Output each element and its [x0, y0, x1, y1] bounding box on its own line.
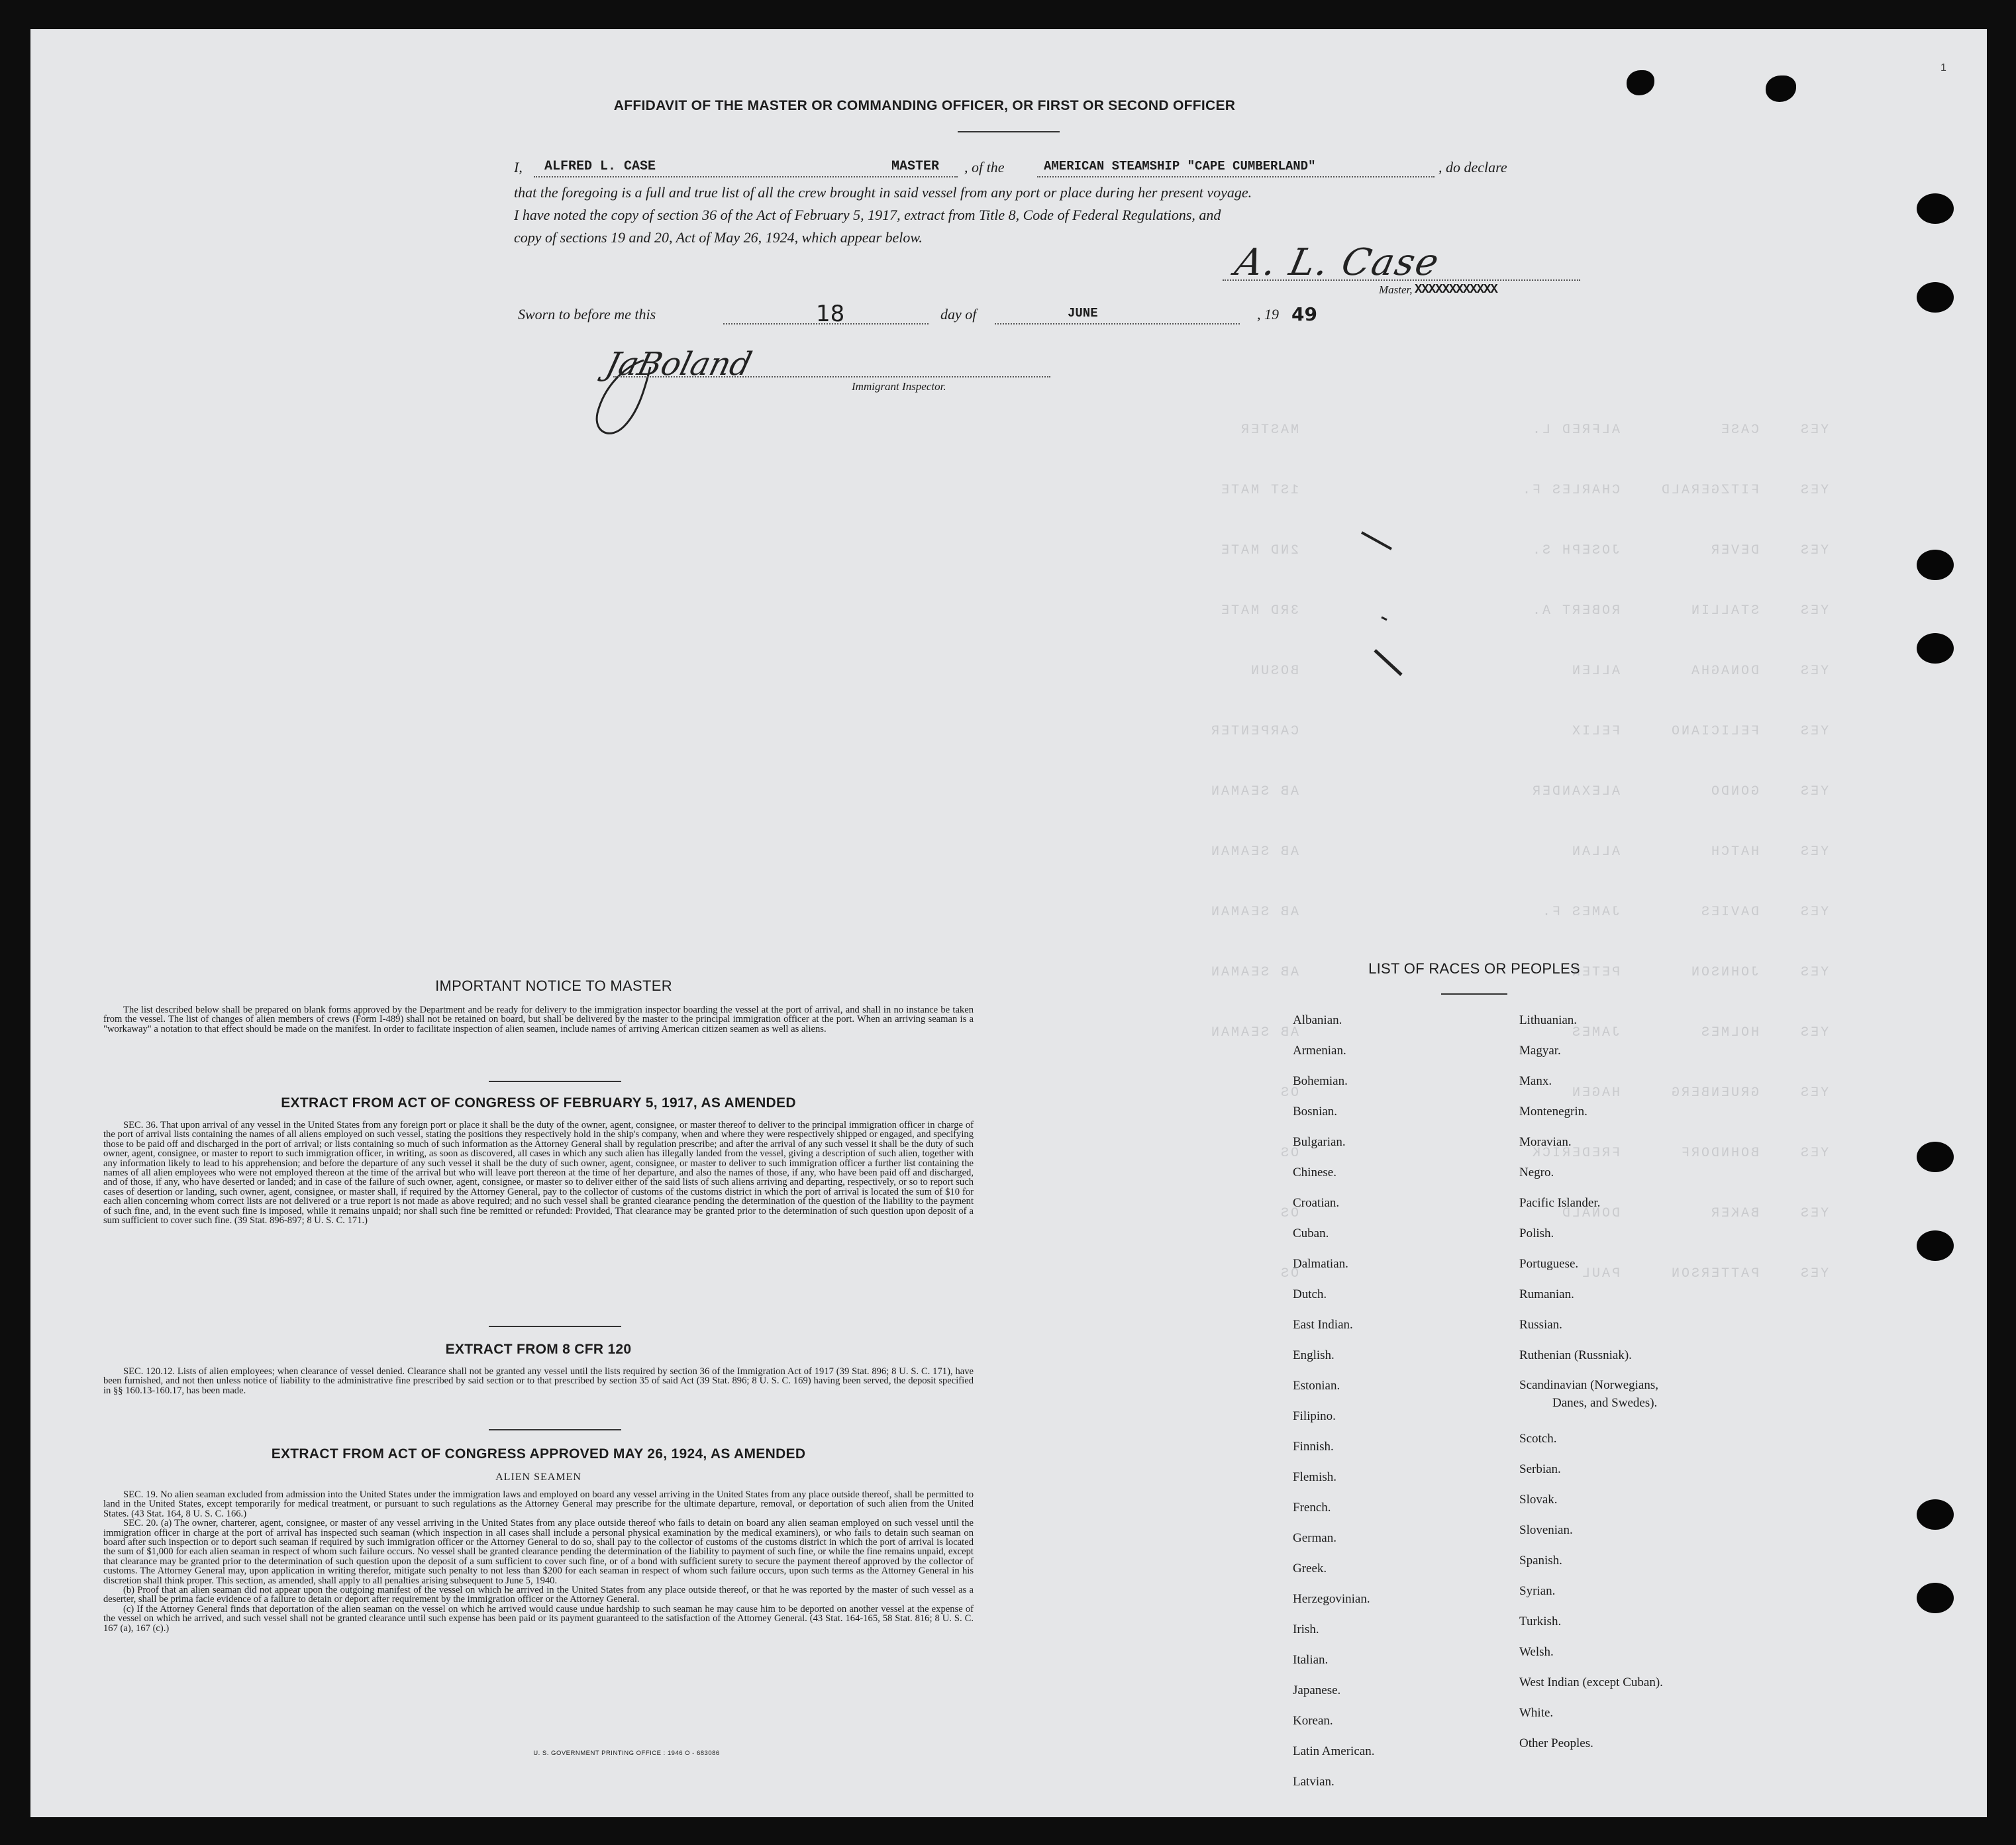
race-item: Slovak. — [1519, 1493, 1558, 1507]
race-item: Japanese. — [1293, 1683, 1341, 1697]
vessel-name: AMERICAN STEAMSHIP "CAPE CUMBERLAND" — [1044, 159, 1316, 174]
race-item: Estonian. — [1293, 1379, 1340, 1393]
affidavit-body-line: I have noted the copy of section 36 of the Act of February 5, 1917, extract from Title 8, Code of Federal Regulations, and — [514, 207, 1221, 223]
extract-1917-text — [103, 1121, 974, 1225]
master-caption: Master, — [1379, 283, 1413, 296]
races-list-right-bottom — [1519, 1424, 1663, 1759]
sworn-label: Sworn to before me this — [518, 306, 656, 323]
race-item: Negro. — [1519, 1166, 1554, 1179]
section-20a-paragraph: SEC. 20. (a) The owner, charterer, agent, consignee, or master of any vessel arriving in the United States from any place outside thereof who fails to detain on board any alien seaman employed on such vessel until the immigration officer in charge at the port of arrival has inspected such seaman (which inspection in all cases shall include a personal physical examination by the medical examiners), or who fails to detain such seaman on board after such inspection or to deport such seaman if required by such immigration officer or the Attorney General to do so, shall pay to the collector of customs of the customs district in which the port of arrival is located the sum of $1,000 for each alien seaman in respect of whom such failure occurs. No vessel shall be granted clearance pending the determination of the liability to payment of such fine, or while the fine remains unpaid, except that clearance may be granted prior to the determination of such question upon the deposit of a sum sufficient to cover such fine, or of a bond with sufficient surety to secure the payment thereof approved by the collector of customs. The Attorney General may, upon application in writing therefor, mitigate such penalty to not less than $200 for each seaman in respect of whom such failure occurs, upon such terms as the Attorney General in his discretion shall think proper. This section, as amended, shall apply to all penalties arising subsequent to June 5, 1940. — [103, 1518, 974, 1586]
ink-blot — [1627, 70, 1654, 95]
sworn-line — [518, 301, 1379, 327]
race-item: Scotch. — [1519, 1432, 1557, 1446]
of-the-label: , of the — [964, 159, 1005, 175]
section-19-paragraph: SEC. 19. No alien seaman excluded from admission into the United States under the immigration laws and employed on board any vessel arriving in the United States from any place outside thereof, shall be permitted to land in the United States, except temporarily for medical treatment, or pursuant to such regulations as the Attorney General may prescribe for the ultimate departure, removal, or deportation of such alien from the United States. (43 Stat. 164, 8 U. S. C. 166.) — [103, 1489, 974, 1519]
ink-blot — [1766, 75, 1796, 102]
race-item: Latvian. — [1293, 1775, 1335, 1789]
section-120-12-paragraph: SEC. 120.12. Lists of alien employees; when clearance of vessel denied. Clearance shall not be granted any vessel until the lists required by section 36 of the Immigration Act of 1917 (39 Stat. 896; 8 U. S. C. 171), have been furnished, and not then unless notice of liability to the administrative fine prescribed by said section or to that prescribed by section 35 of said Act (39 Stat. 896; 8 U. S. C. 169) having been served, the deposit specified in §§ 160.13-160.17, has been made. — [103, 1366, 974, 1396]
race-item: Flemish. — [1293, 1470, 1336, 1484]
divider — [489, 1326, 621, 1327]
race-item: Syrian. — [1519, 1584, 1556, 1598]
divider — [958, 131, 1060, 132]
year-prefix: , 19 — [1257, 306, 1279, 323]
race-item-line: Scandinavian (Norwegians, — [1519, 1378, 1658, 1392]
race-item: Bosnian. — [1293, 1105, 1338, 1119]
signature-line — [1223, 279, 1580, 281]
race-item: Filipino. — [1293, 1409, 1336, 1423]
inspector-signature: JaBoland — [602, 346, 756, 383]
race-item: Greek. — [1293, 1562, 1327, 1575]
vessel-field-line — [1037, 176, 1435, 177]
punch-hole — [1917, 633, 1954, 664]
document-page — [30, 29, 1987, 1817]
races-list-right-top — [1519, 1005, 1632, 1371]
race-item: Dutch. — [1293, 1287, 1327, 1301]
race-item: Herzegovinian. — [1293, 1592, 1370, 1606]
sworn-month: JUNE — [1068, 306, 1098, 321]
master-signature: A. L. Case — [1231, 241, 1444, 284]
race-item: Moravian. — [1519, 1135, 1572, 1149]
race-item: Korean. — [1293, 1714, 1333, 1728]
inspector-line — [613, 376, 1050, 377]
races-title: LIST OF RACES OR PEOPLES — [1368, 960, 1580, 977]
race-item: English. — [1293, 1348, 1335, 1362]
alien-seamen-subtitle: ALIEN SEAMEN — [495, 1471, 581, 1483]
extract-cfr-title: EXTRACT FROM 8 CFR 120 — [445, 1342, 632, 1357]
pronoun: I, — [514, 159, 523, 175]
punch-hole — [1917, 282, 1954, 313]
punch-hole — [1917, 1583, 1954, 1613]
race-item: Portuguese. — [1519, 1257, 1579, 1271]
day-of-label: day of — [940, 306, 977, 323]
printer-imprint: U. S. GOVERNMENT PRINTING OFFICE : 1946 O - 683086 — [533, 1750, 720, 1757]
inspector-label: Immigrant Inspector. — [852, 380, 946, 393]
race-item: German. — [1293, 1531, 1336, 1545]
race-item: Serbian. — [1519, 1462, 1561, 1476]
race-item: Slovenian. — [1519, 1523, 1573, 1537]
extract-1924-text — [103, 1490, 974, 1633]
race-item: French. — [1293, 1501, 1331, 1515]
race-item: Pacific Islander. — [1519, 1196, 1601, 1210]
month-field-line — [995, 323, 1240, 324]
affidavit-body-line: copy of sections 19 and 20, Act of May 26, 1924, which appear below. — [514, 229, 923, 246]
race-item: Russian. — [1519, 1318, 1562, 1332]
race-item: Finnish. — [1293, 1440, 1334, 1454]
race-item: Irish. — [1293, 1622, 1319, 1636]
race-item: Magyar. — [1519, 1044, 1561, 1058]
punch-hole — [1917, 1499, 1954, 1530]
race-item: Croatian. — [1293, 1196, 1340, 1210]
pen-marks — [1355, 513, 1435, 685]
section-20c-paragraph: (c) If the Attorney General finds that deportation of the alien seaman on the vessel on which he arrived would cause undue hardship to such seaman he may cause him to be deported on another vessel at the expense of the vessel on which he arrived, and such vessel shall not be granted clearance until such expense has been paid or its payment guaranteed to the satisfaction of the Attorney General. (43 Stat. 164-165, 58 Stat. 816; 8 U. S. C. 167 (a), 167 (c).) — [103, 1603, 974, 1634]
race-item: Lithuanian. — [1519, 1013, 1578, 1027]
race-item: East Indian. — [1293, 1318, 1353, 1332]
punch-hole — [1917, 193, 1954, 224]
master-rank: MASTER — [891, 159, 940, 174]
declare-label: , do declare — [1438, 159, 1507, 175]
race-item-scandinavian — [1519, 1376, 1658, 1412]
race-item: Bohemian. — [1293, 1074, 1348, 1088]
margin-mark: 1 — [1940, 62, 1946, 74]
race-item: Chinese. — [1293, 1166, 1336, 1179]
signature-flourish — [578, 354, 664, 446]
race-item: Polish. — [1519, 1226, 1554, 1240]
section-20b-paragraph: (b) Proof that an alien seaman did not appear upon the outgoing manifest of the vessel on which he arrived in the United States from any place outside thereof, or that he was reported by the master of such vessel as a deserter, shall be prima facie evidence of a failure to detain or deport after requirement by the immigration officer or the Attorney General. — [103, 1585, 974, 1605]
race-item: Armenian. — [1293, 1044, 1346, 1058]
affidavit-title: AFFIDAVIT OF THE MASTER OR COMMANDING OFFICER, OR FIRST OR SECOND OFFICER — [613, 98, 1236, 113]
punch-hole — [1917, 550, 1954, 580]
race-item: Other Peoples. — [1519, 1736, 1593, 1750]
race-item: Ruthenian (Russniak). — [1519, 1348, 1632, 1362]
affidavit-body-line: that the foregoing is a full and true list of all the crew brought in said vessel from any port or place during her present voyage. — [514, 184, 1252, 201]
race-item: Spanish. — [1519, 1554, 1562, 1568]
affidavit-line-1 — [514, 159, 1587, 179]
sworn-day: 18 — [816, 301, 845, 327]
race-item: White. — [1519, 1706, 1554, 1720]
section-36-paragraph: SEC. 36. That upon arrival of any vessel in the United States from any foreign port or place it shall be the duty of the owner, agent, consignee, or master thereof to deliver to the principal immigration officer in charge of the port of arrival lists containing the names of all aliens employed on such vessel, stating the positions they respectively hold in the ship's company, when and where they were respectively shipped or engaged, and specifying those to be paid off and discharged in the port of arrival; or lists containing so much of such information as the Attorney General shall by regulation prescribe; and after the arrival of any such vessel it shall be the duty of such owner, agent, consignee, or master to report to such immigration officer, in writing, as soon as discovered, all cases in which any such alien has illegally landed from the vessel, giving a description of such alien, together with any information likely to lead to his apprehension; and before the departure of any such vessel it shall be the duty of such owner, agent, consignee, or master to deliver to such immigration officer a further list containing the names of all alien employees who were not employed thereon at the time of the arrival but who will leave port thereon at the time of her departure, and also the names of those, if any, who have been paid off and discharged, and of those, if any, who have deserted or landed; and in case of the failure of such owner, agent, consignee, or master so to deliver either of the said lists of such aliens arriving and departing, respectively, or so to report such cases of desertion or landing, such owner, agent, consignee, or master shall, if required by the Attorney General, pay to the collector of customs of the customs district in which the port of arrival is located the sum of $10 for each alien concerning whom correct lists are not delivered or a true report is not made as above required; and no such vessel shall be granted clearance pending the determination of the question of the liability to the payment of such fine, and, in the event such fine is imposed, while it remains unpaid; nor shall such fine be remitted or refunded: Provided, That clearance may be granted prior to the determination of such question upon deposit of a sum sufficient to cover such fine. (39 Stat. 896-897; 8 U. S. C. 171.) — [103, 1120, 974, 1226]
divider — [489, 1081, 621, 1082]
notice-text — [103, 1005, 974, 1034]
extract-cfr-text — [103, 1367, 974, 1395]
punch-hole — [1917, 1230, 1954, 1261]
punch-hole — [1917, 1142, 1954, 1172]
race-item: Welsh. — [1519, 1645, 1554, 1659]
race-item: Bulgarian. — [1293, 1135, 1346, 1149]
affidavit-body — [514, 181, 1587, 249]
race-item: Montenegrin. — [1519, 1105, 1588, 1119]
race-item: Cuban. — [1293, 1226, 1329, 1240]
extract-1924-title: EXTRACT FROM ACT OF CONGRESS APPROVED MAY 26, 1924, AS AMENDED — [271, 1446, 806, 1462]
divider — [489, 1429, 621, 1430]
struck-text: XXXXXXXXXXXX — [1415, 282, 1497, 297]
races-list-left — [1293, 1005, 1374, 1797]
year-suffix: 49 — [1291, 303, 1317, 325]
race-item-line: Danes, and Swedes). — [1552, 1396, 1658, 1410]
race-item: Latin American. — [1293, 1744, 1375, 1758]
race-item: West Indian (except Cuban). — [1519, 1675, 1663, 1689]
bleed-through-text: YES CASE ALFRED L. YES FITZGERALD CHARLES F. YES DEVER JOSEPH S. YES STALLIN ROBERT A. YES DONAGHA ALLEN YES FELICIANO FELIX YES GONDO ALEXANDER YES HATCH ALLAN YES DAVIES JAMES F. YES JOHNSON PETER YES HOLMES JAMES YES GRUENBERG HAGEN YES BOHNDORF FREDERICK YES BAKER DONALD YES PATTERSON PAUL — [1521, 423, 1829, 1281]
notice-paragraph: The list described below shall be prepared on blank forms approved by the Department and be ready for delivery to the immigration inspector boarding the vessel at the port of arrival, and shall in no instance be taken from the vessel. The list of changes of alien members of crews (Form I-489) shall not be retained on board, but shall be delivered by the master to the principal immigration officer at the port. When an arriving seaman is a "workaway" a notation to that effect should be made on the manifest. In order to facilitate inspection of alien seamen, include names of arriving American citizen seamen as well as aliens. — [103, 1005, 974, 1034]
name-field-line — [534, 176, 958, 177]
race-item: Italian. — [1293, 1653, 1329, 1667]
race-item: Turkish. — [1519, 1615, 1562, 1628]
bleed-through-text: MASTER 1ST MATE 2ND MATE 3RD MATE BOSUN CARPENTER AB SEAMAN AB SEAMAN AB SEAMAN AB SEAMAN AB SEAMAN OS OS OS OS — [1209, 423, 1299, 1281]
notice-title: IMPORTANT NOTICE TO MASTER — [435, 977, 672, 994]
master-name: ALFRED L. CASE — [544, 159, 656, 174]
extract-1917-title: EXTRACT FROM ACT OF CONGRESS OF FEBRUARY 5, 1917, AS AMENDED — [281, 1095, 796, 1111]
race-item: Rumanian. — [1519, 1287, 1574, 1301]
race-item: Albanian. — [1293, 1013, 1342, 1027]
race-item: Manx. — [1519, 1074, 1552, 1088]
race-item: Dalmatian. — [1293, 1257, 1348, 1271]
divider — [1441, 993, 1507, 995]
